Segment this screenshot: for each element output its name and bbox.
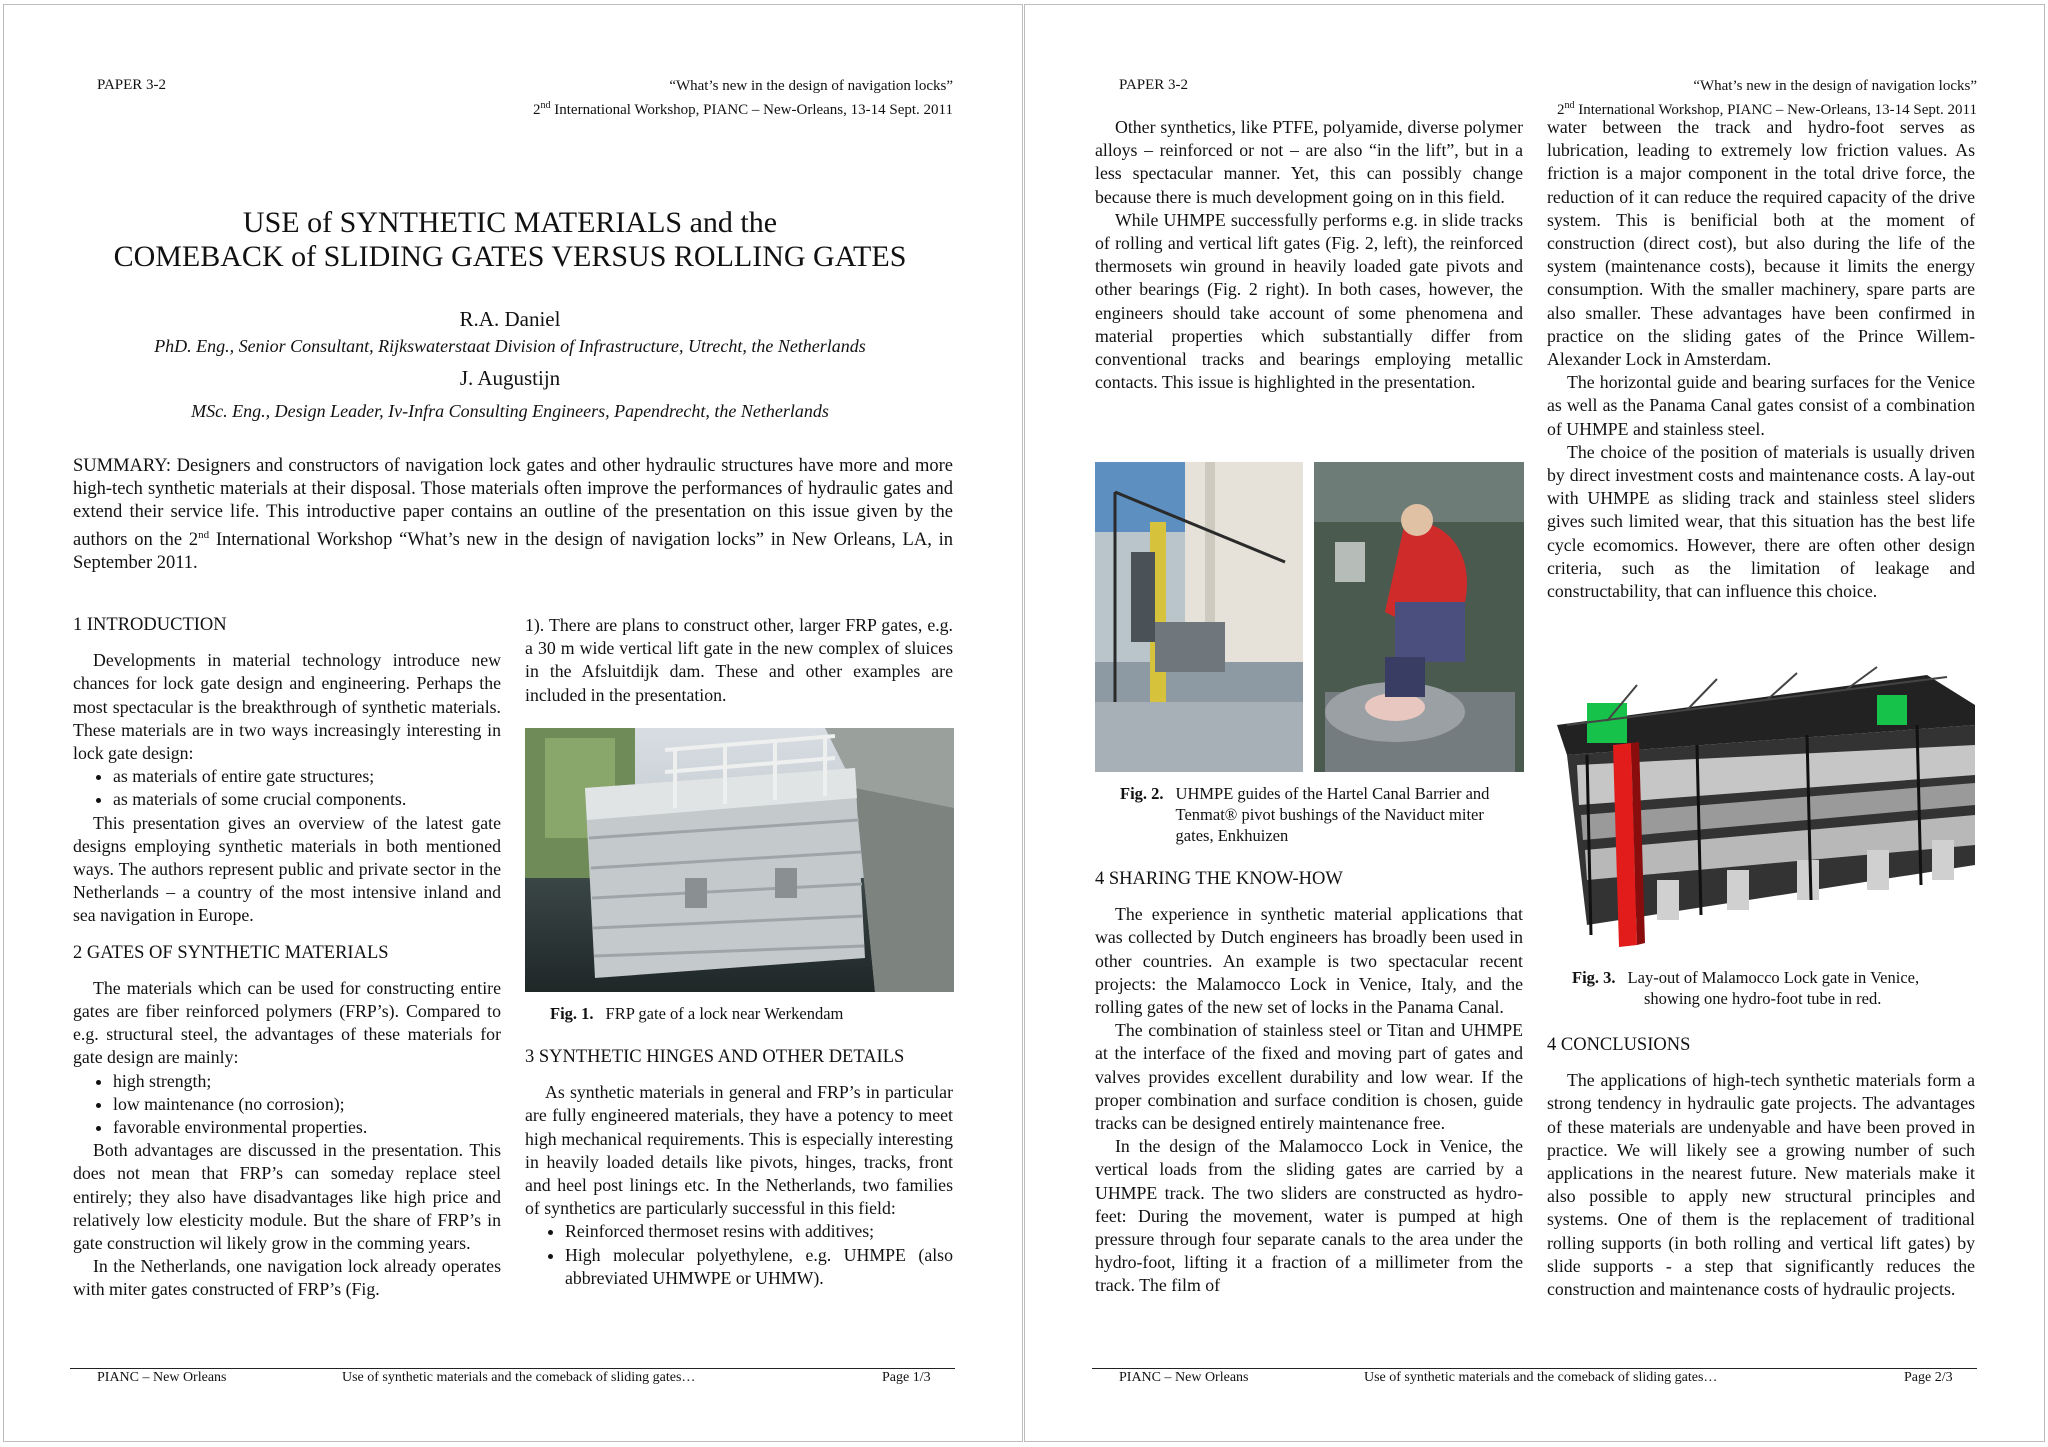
paper-title [60,206,960,274]
frp-gate-illustration [525,728,954,992]
figure-3-caption [1572,967,1972,1009]
page2-column-2 [1547,116,1975,603]
page2-column-2-paragraph-3: The choice of the position of materials is usually driven by direct investment costs and maintenance costs. A lay-out with UHMPE as sliding track and stainless steel sliders gives such limited wear, that this situation has the best life cycle ecomomics. However, there are often other design criteria, such as the limitation of leakage and constructability, that can influence this choice. [1547,441,1975,602]
page2-column-2-paragraph-2: The horizontal guide and bearing surfaces for the Venice as well as the Panama Canal gates consist of a combination of UHMPE and stainless steel. [1547,372,1975,439]
page1-column-2 [525,614,953,707]
page1-header-workshop-title: “What’s new in the design of navigation locks” [669,78,953,94]
section-2-paragraph-3: In the Netherlands, one navigation lock already operates with miter gates constructed of FRP’s (Fig. [73,1256,501,1300]
section-2-paragraph-2: Both advantages are discussed in the presentation. This does not mean that FRP’s can someday replace steel entirely; they also have disadvantages like high price and relatively low elesticity module. But the share of FRP’s in gate construction wil likely grow in the comming years. [73,1140,501,1254]
affiliation-1: PhD. Eng., Senior Consultant, Rijkswaterstaat Division of Infrastructure, Utrecht, the Netherlands [154,336,866,356]
affiliation-2: MSc. Eng., Design Leader, Iv-Infra Consulting Engineers, Papendrecht, the Netherlands [191,401,829,421]
section-1-heading: 1 INTRODUCTION [73,615,227,635]
page2-footer-center: Use of synthetic materials and the comeback of sliding gates… [1364,1370,1718,1385]
page2-column-2-paragraph-1: water between the track and hydro-foot serves as lubrication, leading to extremely low friction values. As friction is a major component in the total drive force, the reduction of it can reduce the required capacity of the drive system. This is benificial both at the moment of construction (direct cost), but also during the life of the system (maintenance costs), because it limits the energy consumption. With the smaller machinery, spare parts are also smaller. These advantages have been confirmed in practice on the sliding gates of the Prince Willem-Alexander Lock in Amsterdam. [1547,117,1975,370]
figure-2-label: Fig. 2. [1120,784,1164,803]
author-1: R.A. Daniel [459,307,561,331]
page1-footer-page-number: Page 1/3 [882,1370,931,1385]
figure-3-caption-line-2: showing one hydro-foot tube in red. [1644,989,1882,1008]
conclusions-paragraph: The applications of high-tech synthetic materials form a strong tendency in hydraulic gate projects. The advantages of these materials are undenyable and have been proved in practice. We will likely see a growing number of such applications in the nearest future. New materials make it also possible to apply new structural principles and systems. One of them is the replacement of traditional rolling supports (in both rolling and vertical lift gates) by slide supports - a step that significantly reduces the construction and maintenance costs of hydraulic projects. [1547,1070,1975,1300]
page1-header-left: PAPER 3-2 [97,77,167,93]
page2-column-1 [1095,116,1523,394]
paper-title-line-2: COMEBACK of SLIDING GATES VERSUS ROLLING GATES [113,240,907,273]
page2-paragraph-1: Other synthetics, like PTFE, polyamide, diverse polymer alloys – reinforced or not – are also “in the lift”, but in a less spectacular manner. Yet, this can possibly change because there is much development going on in this field. [1095,117,1523,207]
page2-column-1-lower [1095,868,1523,1298]
figure-1-caption-text: FRP gate of a lock near Werkendam [605,1004,844,1023]
list-item: • favorable environmental properties. [113,1116,501,1139]
section-2-bullet-list [73,1070,501,1140]
page2-footer-page-number: Page 2/3 [1904,1370,1953,1385]
list-item: • low maintenance (no corrosion); [113,1093,501,1116]
page2-paragraph-2: While UHMPE successfully performs e.g. in slide tracks of rolling and vertical lift gates (Fig. 2, left), the reinforced thermosets win ground in heavily loaded gate pivots and other bearings (Fig. 2 right). In both cases, however, the engineers should take account of some phenomena and material properties which substantially differ from conventional tracks and bearings employing metallic contacts. This issue is highlighted in the presentation. [1095,209,1523,393]
author-2: J. Augustijn [459,366,561,390]
section-3-bullet-list [525,1220,953,1290]
page2-header-workshop-title: “What’s new in the design of navigation locks” [1693,78,1977,94]
figure-1-frp-gate-photo [525,728,954,992]
section-2-heading: 2 GATES OF SYNTHETIC MATERIALS [73,942,389,963]
list-item: • as materials of entire gate structures; [113,765,501,788]
section-2-paragraph-1: The materials which can be used for constructing entire gates are fiber reinforced polymers (FRP’s). Compared to e.g. structural steel, the advantages of these materials for gate design are mainly: [73,977,501,1068]
page1-column-1 [73,614,501,1302]
uhmpe-guides-and-pivot-illustration [1095,462,1524,772]
figure-2-photos [1095,462,1524,772]
figure-1-label: Fig. 1. [550,1004,594,1023]
figure-3-malamocco-gate-render [1547,665,1975,955]
list-item: • High molecular polyethylene, e.g. UHMPE (also abbreviated UHMWPE or UHMW). [565,1244,953,1290]
summary: SUMMARY: Designers and constructors of navigation lock gates and other hydraulic structures have more and more high-tech synthetic materials at their disposal. Those materials often improve the performances of hydraulic gates and extend their service life. This introductive paper contains an outline of the presentation on this issue given by the authors on the 2nd International Workshop “What’s new in the design of navigation locks” in New Orleans, LA, in September 2011. [73,456,953,574]
figure-3-caption-line-1: Lay-out of Malamocco Lock gate in Venice, [1627,968,1920,987]
list-item: • high strength; [113,1070,501,1093]
column-2-continuation-paragraph: 1). There are plans to construct other, larger FRP gates, e.g. a 30 m wide vertical lift gate in the new complex of sluices in the Afsluitdijk dam. These and other examples are included in the presentation. [525,615,953,705]
page2-header-workshop-info: 2nd International Workshop, PIANC – New-Orleans, 13-14 Sept. 2011 [1557,100,1977,118]
malamocco-gate-illustration [1547,665,1975,955]
page2-column-2-lower [1547,1034,1975,1301]
section-4-paragraph-2: The combination of stainless steel or Titan and UHMPE at the interface of the fixed and moving part of gates and valves provides excellent durability and low wear. If the proper combination and surface condition is chosen, guide tracks can be designed entirely maintenance free. [1095,1020,1523,1134]
page2-header-right [1557,77,1977,120]
section-4-heading: 4 SHARING THE KNOW-HOW [1095,869,1343,889]
section-1-bullet-list [73,765,501,811]
list-item: • Reinforced thermoset resins with additives; [565,1220,953,1243]
section-3-paragraph-1: As synthetic materials in general and FRP’s in particular are fully engineered materials, they have a potency to meet high mechanical requirements. This is especially interesting in heavily loaded details like pivots, hinges, tracks, front and heel post linings etc. In the Netherlands, two families of synthetics are particularly successful in this field: [525,1082,953,1219]
figure-3-label: Fig. 3. [1572,968,1616,987]
page2-footer-left: PIANC – New Orleans [1119,1370,1249,1385]
page1-footer-center: Use of synthetic materials and the comeback of sliding gates… [342,1370,696,1385]
paper-title-line-1: USE of SYNTHETIC MATERIALS and the [242,206,778,239]
page2-footer-rule [1092,1368,1977,1369]
page1-column-2-lower [525,1046,953,1290]
page1-header-workshop-info: 2nd International Workshop, PIANC – New-Orleans, 13-14 Sept. 2011 [533,100,953,118]
page1-footer-rule [70,1368,955,1369]
page1-footer-left: PIANC – New Orleans [97,1370,227,1385]
section-1-paragraph-1: Developments in material technology introduce new chances for lock gate design and engineering. Perhaps the most spectacular is the breakthrough of synthetic materials. These materials are in two ways increasingly interesting in lock gate design: [73,650,501,764]
list-item: • as materials of some crucial components. [113,788,501,811]
page1-header-right [533,77,953,120]
section-4-paragraph-1: The experience in synthetic material applications that was collected by Dutch engineers has broadly been used in other countries. An example is two spectacular recent projects: the Malamocco Lock in Venice, Italy, and the rolling gates of the new set of locks in the Panama Canal. [1095,904,1523,1018]
figure-2-caption [1120,783,1525,846]
section-1-paragraph-2: This presentation gives an overview of the latest gate designs employing synthetic materials in both mentioned ways. The authors represent public and private sector in the Netherlands – a country of the most intensive inland and sea navigation in Europe. [73,812,501,926]
figure-1-caption [550,1003,843,1024]
conclusions-heading: 4 CONCLUSIONS [1547,1035,1691,1055]
section-3-heading: 3 SYNTHETIC HINGES AND OTHER DETAILS [525,1047,905,1067]
figure-2-caption-text: UHMPE guides of the Hartel Canal Barrier and Tenmat® pivot bushings of the Naviduct miter gates, Enkhuizen [1175,784,1490,845]
section-4-paragraph-3: In the design of the Malamocco Lock in Venice, the vertical loads from the sliding gates are carried by a UHMPE track. The two sliders are constructed as hydro-feet: During the movement, water is pumped at high pressure through four separate canals to the area under the hydro-foot, lifting it a fraction of a millimeter from the track. The film of [1095,1136,1523,1296]
page2-header-left: PAPER 3-2 [1119,77,1189,93]
